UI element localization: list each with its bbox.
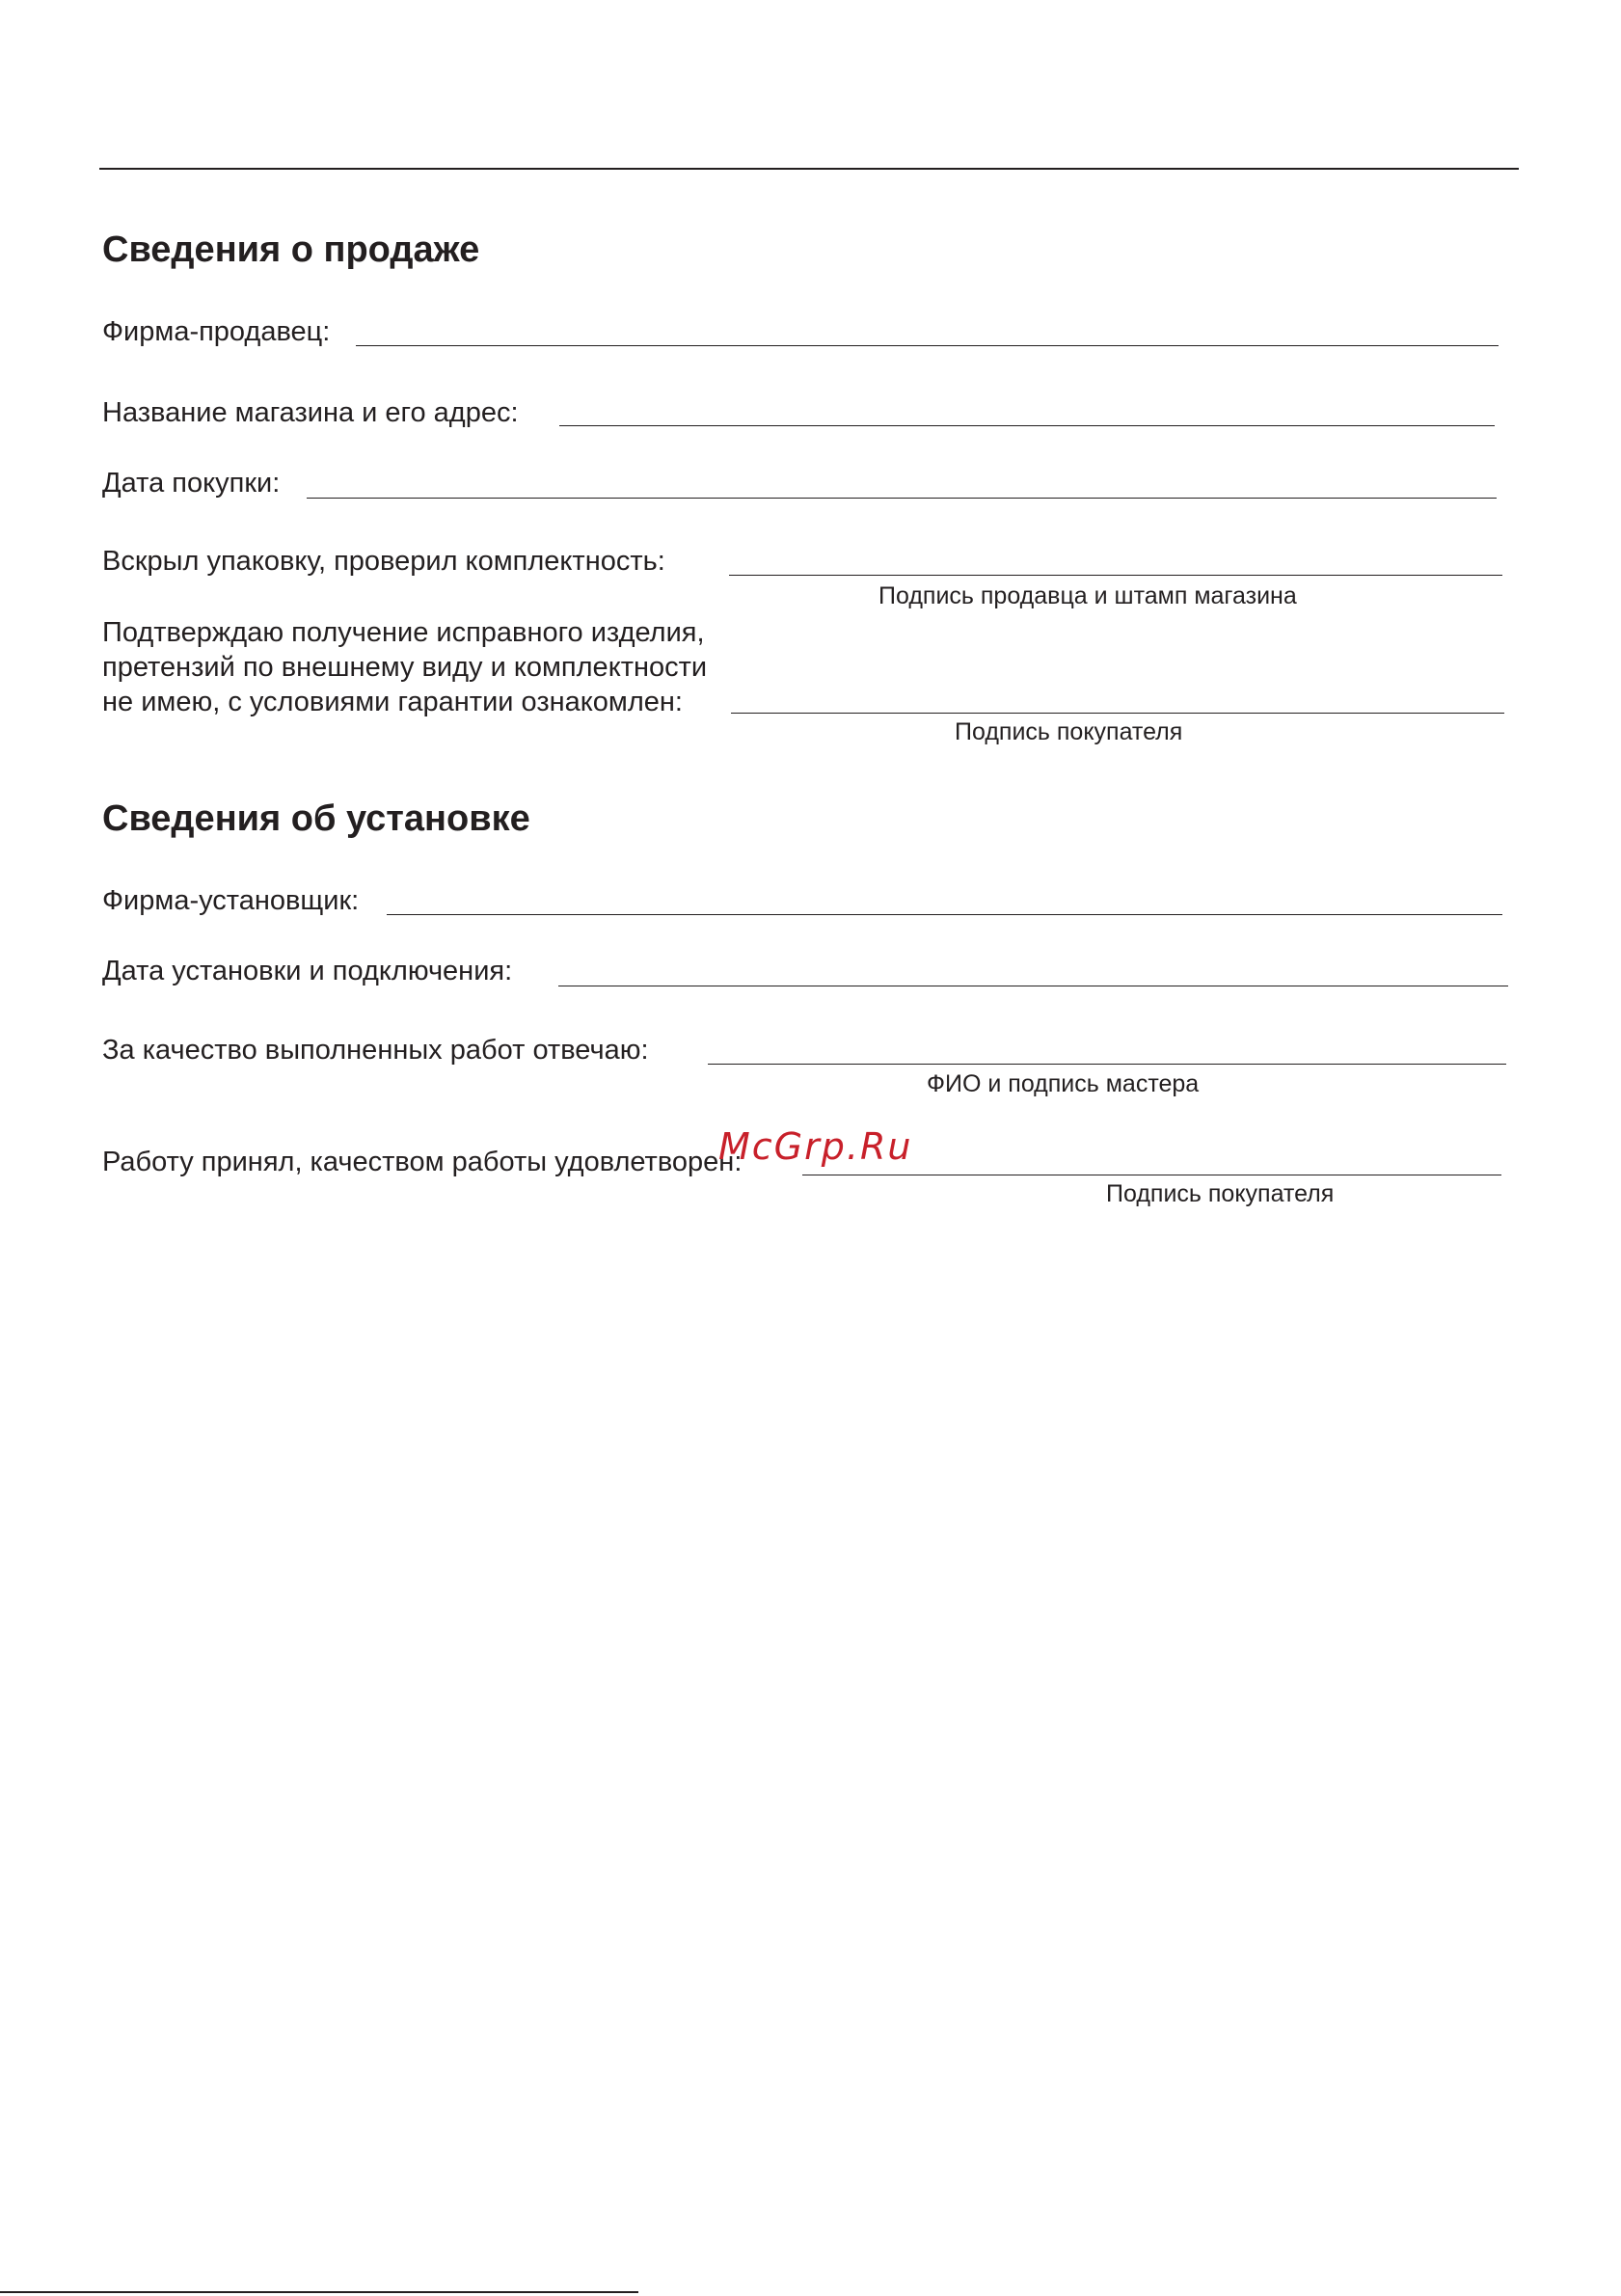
bottom-rule	[0, 2291, 638, 2293]
master-signature-field[interactable]	[708, 1064, 1506, 1065]
installer-label: Фирма-установщик:	[102, 885, 360, 916]
top-rule	[99, 168, 1519, 170]
master-signature-caption: ФИО и подпись мастера	[927, 1070, 1200, 1097]
buyer-acceptance-signature-caption: Подпись покупателя	[1106, 1180, 1335, 1207]
receipt-confirmation-line: Подтверждаю получение исправного изделия,	[102, 617, 705, 648]
receipt-confirmation-text	[102, 615, 707, 719]
install-date-label: Дата установки и подключения:	[102, 956, 513, 986]
receipt-confirmation-line: не имею, с условиями гарантии ознакомлен:	[102, 687, 683, 717]
seller-signature-field[interactable]	[729, 575, 1502, 576]
store-address-label: Название магазина и его адрес:	[102, 397, 519, 428]
install-section-title: Сведения об установке	[102, 798, 530, 839]
seller-label: Фирма-продавец:	[102, 316, 331, 347]
purchase-date-field[interactable]	[307, 498, 1497, 499]
package-check-label: Вскрыл упаковку, проверил комплектность:	[102, 546, 665, 577]
work-accepted-label: Работу принял, качеством работы удовлетворен:	[102, 1147, 743, 1177]
seller-field[interactable]	[356, 345, 1499, 346]
buyer-signature-caption: Подпись покупателя	[955, 718, 1183, 745]
watermark: McGrp.Ru	[718, 1125, 913, 1168]
buyer-signature-field[interactable]	[731, 713, 1504, 714]
installer-field[interactable]	[387, 914, 1502, 915]
receipt-confirmation-line: претензий по внешнему виду и комплектности	[102, 652, 708, 683]
sale-section-title: Сведения о продаже	[102, 230, 480, 270]
store-address-field[interactable]	[559, 425, 1495, 426]
seller-signature-caption: Подпись продавца и штамп магазина	[878, 582, 1297, 609]
quality-responsibility-label: За качество выполненных работ отвечаю:	[102, 1035, 649, 1066]
purchase-date-label: Дата покупки:	[102, 468, 281, 499]
